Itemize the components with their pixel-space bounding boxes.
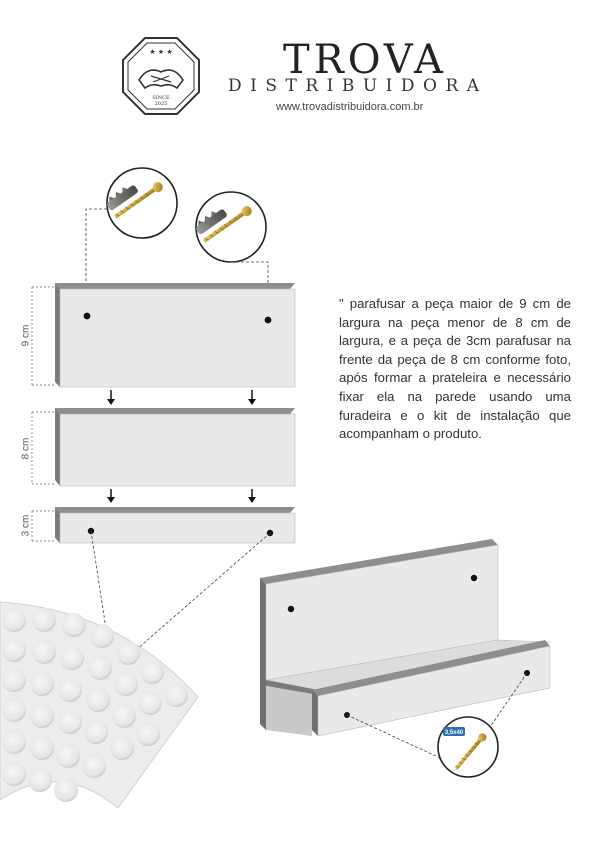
screw-plug-kit-icon [104, 168, 177, 238]
screw-cover-caps-sheet [0, 602, 198, 808]
panel-3cm [55, 507, 295, 543]
brand-url: www.trovadistribuidora.com.br [276, 101, 424, 113]
brand-subtitle: DISTRIBUIDORA [228, 76, 488, 96]
dimension-label-9cm: 9 cm [20, 324, 32, 347]
screw-size-label: 3,5x40 [444, 730, 464, 736]
brand-title: TROVA [283, 37, 447, 83]
dimension-label-8cm: 8 cm [20, 437, 32, 460]
screw-3-5x40-icon [438, 717, 498, 777]
down-arrow-icon [248, 489, 256, 503]
svg-text:★ ★ ★: ★ ★ ★ [149, 48, 173, 56]
dimension-guide [32, 412, 55, 484]
down-arrow-icon [107, 489, 115, 503]
down-arrow-icon [248, 390, 256, 405]
dimension-label-3cm: 3 cm [20, 514, 32, 537]
assembled-shelf [260, 539, 550, 736]
down-arrow-icon [107, 390, 115, 405]
logo-since-label: SINCE [152, 95, 170, 101]
screw-plug-kit-icon [193, 192, 266, 262]
panel-8cm [55, 408, 295, 486]
leader-line [128, 533, 270, 657]
dimension-guide [32, 287, 55, 385]
dimension-guide [32, 511, 55, 541]
logo-since-year: 2025 [154, 101, 168, 107]
panel-9cm [55, 283, 295, 387]
assembly-instructions-text: " parafusar a peça maior de 9 cm de largura na peça menor de 8 cm de largura, e a peça de 3cm parafusar na frente da peça de 8 cm conforme foto, após formar a prateleira e necessário fixar ela na parede usando uma furadeira e o kit de instalação que acompanham o produto. [339, 296, 571, 442]
leader-line [347, 715, 440, 758]
